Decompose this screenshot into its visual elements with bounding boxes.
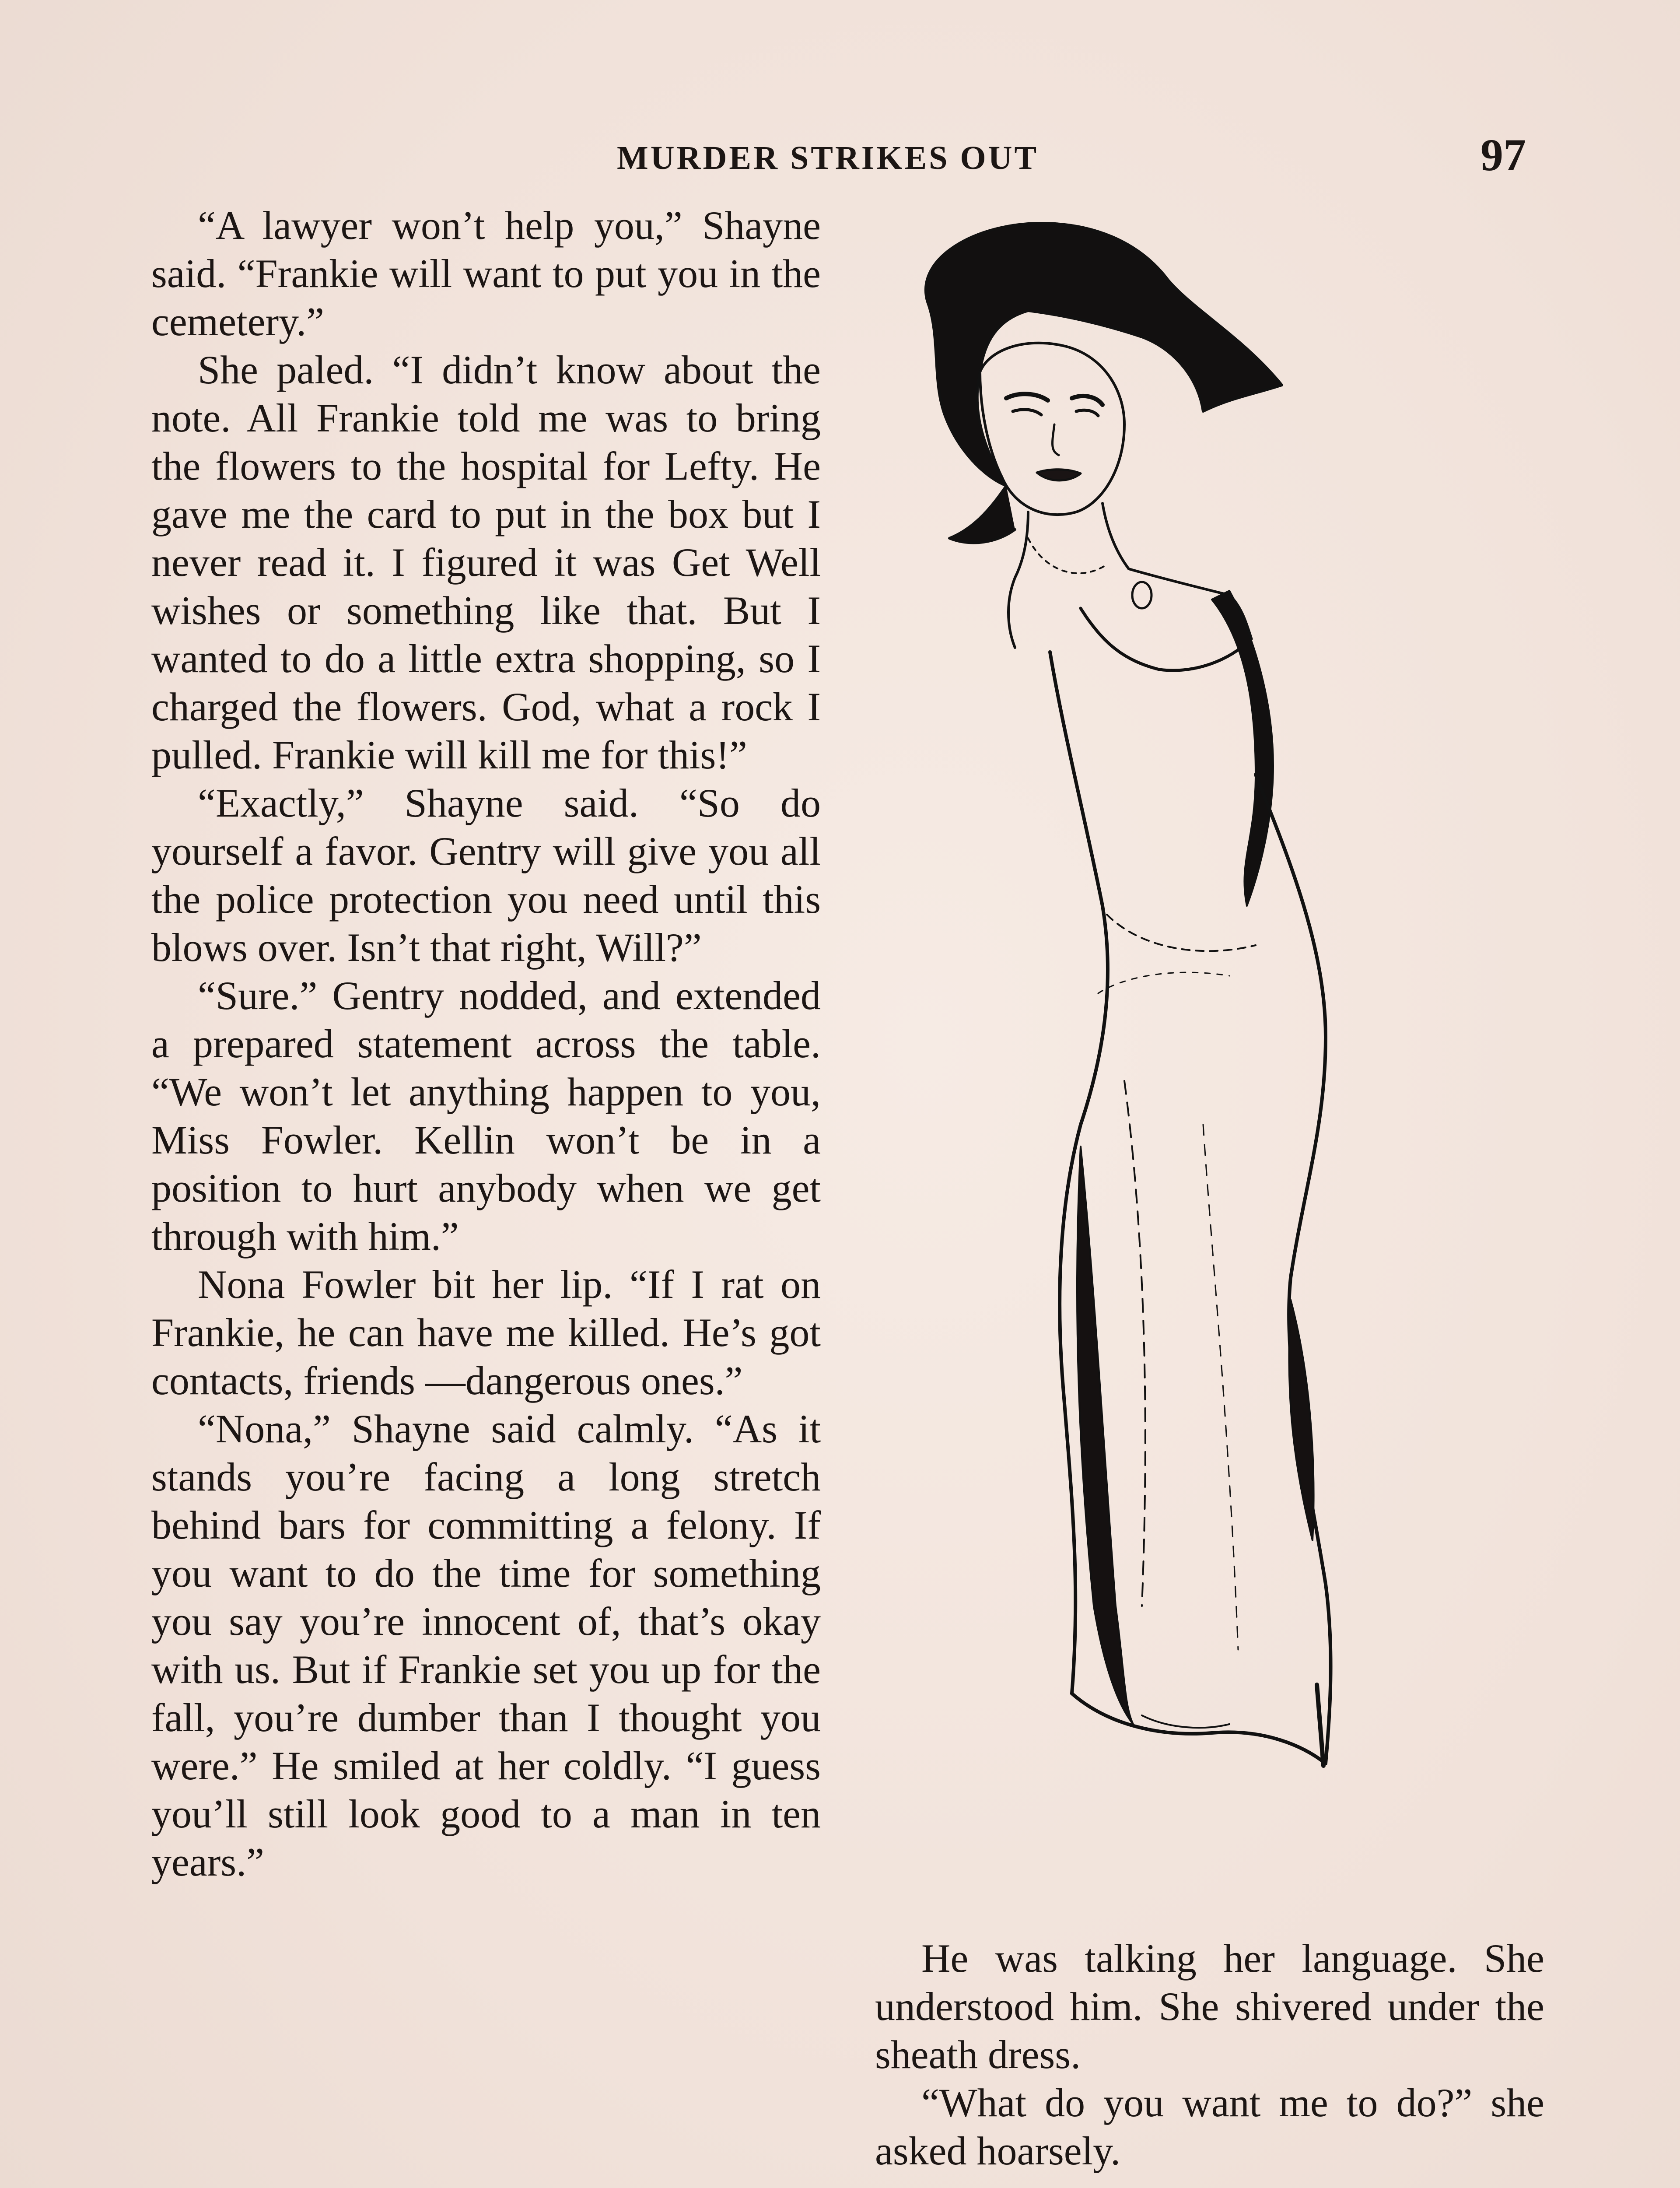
necklace xyxy=(1028,538,1107,573)
page-number: 97 xyxy=(1480,130,1526,180)
woman-sketch-illustration xyxy=(897,206,1509,1851)
face-outline xyxy=(980,343,1124,515)
paragraph: Nona Fowler bit her lip. “If I rat on Frankie, he can have me killed. He’s got contacts, friends —dangerous ones.” xyxy=(151,1262,821,1403)
paragraph: He was talking her language. She understood him. She shivered under the sheath dress. xyxy=(875,1936,1544,2077)
paragraph: “What do you want me to do?” she asked hoarsely. xyxy=(875,2080,1544,2173)
dress-fold-shadow xyxy=(1077,1147,1133,1724)
right-text-column xyxy=(875,1934,1544,2175)
running-head: MURDER STRIKES OUT xyxy=(617,140,1039,176)
paragraph: She paled. “I didn’t know about the note. All Frankie told me was to bring the flowers to the hospital for Lefty. He gave me the card to put in the box but I never read it. I figured it was Get Well wishes or something like that. But I wanted to do a little extra shopping, so I charged the flowers. God, what a rock I pulled. Frankie will kill me for this!” xyxy=(151,347,821,777)
arm-shadow xyxy=(1212,591,1273,906)
dress-right-edge xyxy=(1256,775,1331,1764)
paragraph: “Exactly,” Shayne said. “So do yourself a favor. Gentry will give you all the police protection you need until this blows over. Isn’t that right, Will?” xyxy=(151,781,821,970)
paragraph: “Sure.” Gentry nodded, and extended a prepared statement across the table. “We won’t let anything happen to you, Miss Fowler. Kellin won’t be in a position to hurt anybody when we get through with him.” xyxy=(151,973,821,1259)
paragraph: “A lawyer won’t help you,” Shayne said. “Frankie will want to put you in the cemetery.” xyxy=(151,203,821,344)
left-text-column xyxy=(151,201,821,1886)
hair-shape xyxy=(926,223,1282,486)
paragraph: “Nona,” Shayne said calmly. “As it stands you’re facing a long stretch behind bars for committing a felony. If you want to do the time for something you say you’re innocent of, that’s okay with us. But if Frankie set you up for the fall, you’re dumber than I thought you were.” He smiled at her coldly. “I guess you’ll still look good to a man in ten years.” xyxy=(151,1406,821,1884)
